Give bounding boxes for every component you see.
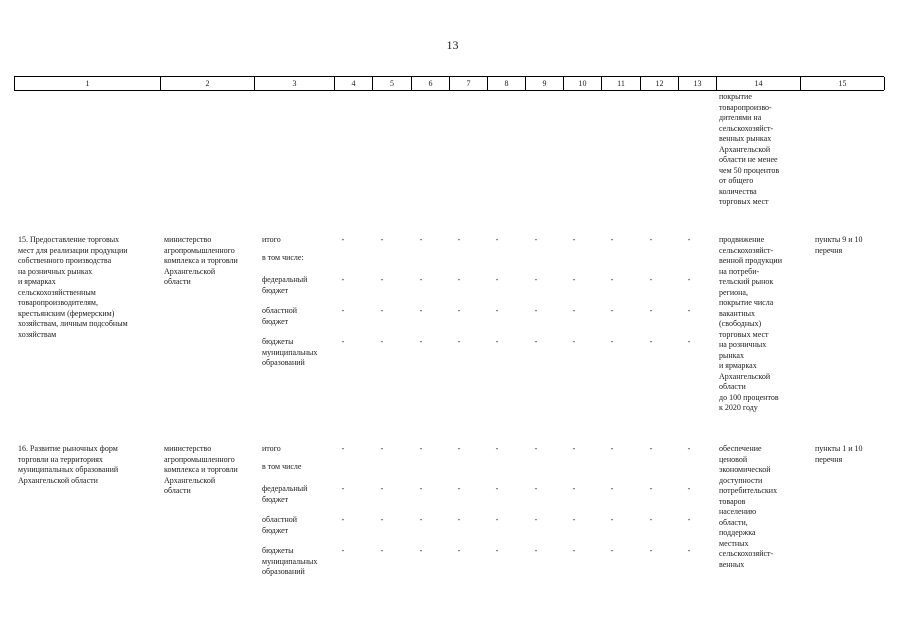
row16-src-regional-value-col-12: - bbox=[649, 515, 653, 524]
row16-src-municipal-value-col-9: - bbox=[534, 546, 538, 555]
row15-name: 15. Предоставление торговых мест для реализации продукции собственного производства на розничных рынках и ярмарках сельскохозяйственным товаропроизводителям, крестьянским (фермерским) хозяйствам, личным подсобным хозяйствам bbox=[18, 235, 128, 339]
row16-src-including: в том числе bbox=[262, 462, 302, 471]
row15-reference: пункты 9 и 10 перечня bbox=[815, 235, 863, 255]
header-col-1: 1 bbox=[14, 77, 160, 90]
row15-src-regional-value-col-6: - bbox=[419, 306, 423, 315]
row16-src-total-value-col-5: - bbox=[380, 444, 384, 453]
row16-src-federal-value-col-5: - bbox=[380, 484, 384, 493]
row15-src-municipal-value-col-11: - bbox=[610, 337, 614, 346]
header-col-10: 10 bbox=[563, 77, 601, 90]
row15-src-regional-value-col-11: - bbox=[610, 306, 614, 315]
row16-src-federal-value-col-4: - bbox=[341, 484, 345, 493]
row16-src-federal-value-col-11: - bbox=[610, 484, 614, 493]
row16-src-municipal-value-col-11: - bbox=[610, 546, 614, 555]
row16-src-total-value-col-7: - bbox=[457, 444, 461, 453]
row16-src-federal-value-col-7: - bbox=[457, 484, 461, 493]
row15-result: продвижение сельскохозяйст- венной продукции на потреби- тельский рынок региона, покрытие числа вакантных (свободных) торговых мест на розничных рынках и ярмарках Архангельской области до 100 процентов к 2020 году bbox=[719, 235, 782, 412]
row16-src-regional-value-col-8: - bbox=[495, 515, 499, 524]
row15-src-regional-value-col-13: - bbox=[687, 306, 691, 315]
row15-src-including: в том числе: bbox=[262, 253, 304, 262]
row16-src-total-value-col-13: - bbox=[687, 444, 691, 453]
row15-src-municipal-value-col-6: - bbox=[419, 337, 423, 346]
row16-src-regional-value-col-10: - bbox=[572, 515, 576, 524]
table-header-row bbox=[14, 76, 884, 91]
row15-src-federal-value-col-5: - bbox=[380, 275, 384, 284]
row16-src-municipal-value-col-12: - bbox=[649, 546, 653, 555]
row16-src-regional-value-col-7: - bbox=[457, 515, 461, 524]
row16-src-federal-value-col-12: - bbox=[649, 484, 653, 493]
row15-src-total-value-col-12: - bbox=[649, 235, 653, 244]
row16-src-total: итого bbox=[262, 444, 281, 453]
row15-src-municipal-value-col-8: - bbox=[495, 337, 499, 346]
header-col-8: 8 bbox=[487, 77, 525, 90]
row16-result: обеспечение ценовой экономической доступности потребительских товаров населению области, поддержка местных сельскохозяйст- венных bbox=[719, 444, 778, 569]
row16-src-total-value-col-8: - bbox=[495, 444, 499, 453]
row16-src-regional-value-col-9: - bbox=[534, 515, 538, 524]
row15-src-regional-value-col-4: - bbox=[341, 306, 345, 315]
row16-src-regional-value-col-11: - bbox=[610, 515, 614, 524]
row16-src-municipal: бюджеты муниципальных образований bbox=[262, 546, 318, 576]
row15-src-total-value-col-6: - bbox=[419, 235, 423, 244]
page-number: 13 bbox=[446, 38, 459, 52]
header-col-12: 12 bbox=[640, 77, 678, 90]
row15-src-regional-value-col-10: - bbox=[572, 306, 576, 315]
row16-src-federal: федеральный бюджет bbox=[262, 484, 308, 504]
row15-src-federal-value-col-11: - bbox=[610, 275, 614, 284]
row16-src-regional-value-col-5: - bbox=[380, 515, 384, 524]
header-col-14: 14 bbox=[716, 77, 800, 90]
row15-src-municipal-value-col-10: - bbox=[572, 337, 576, 346]
header-col-2: 2 bbox=[160, 77, 254, 90]
row15-src-federal-value-col-12: - bbox=[649, 275, 653, 284]
row15-src-federal-value-col-10: - bbox=[572, 275, 576, 284]
row15-src-municipal-value-col-9: - bbox=[534, 337, 538, 346]
row16-src-municipal-value-col-6: - bbox=[419, 546, 423, 555]
row15-src-total-value-col-10: - bbox=[572, 235, 576, 244]
row15-src-municipal-value-col-13: - bbox=[687, 337, 691, 346]
row16-src-federal-value-col-13: - bbox=[687, 484, 691, 493]
row16-src-regional-value-col-13: - bbox=[687, 515, 691, 524]
row15-executor: министерство агропромышленного комплекса и торговли Архангельской области bbox=[164, 235, 238, 286]
row15-src-municipal-value-col-4: - bbox=[341, 337, 345, 346]
row15-src-federal: федеральный бюджет bbox=[262, 275, 308, 295]
row15-src-federal-value-col-13: - bbox=[687, 275, 691, 284]
row16-src-municipal-value-col-13: - bbox=[687, 546, 691, 555]
row15-src-total-value-col-8: - bbox=[495, 235, 499, 244]
row16-src-total-value-col-4: - bbox=[341, 444, 345, 453]
row15-src-federal-value-col-9: - bbox=[534, 275, 538, 284]
row15-src-total-value-col-5: - bbox=[380, 235, 384, 244]
row15-src-regional-value-col-12: - bbox=[649, 306, 653, 315]
row15-src-total-value-col-13: - bbox=[687, 235, 691, 244]
row16-src-total-value-col-10: - bbox=[572, 444, 576, 453]
row16-src-federal-value-col-9: - bbox=[534, 484, 538, 493]
row15-src-total: итого bbox=[262, 235, 281, 244]
header-col-7: 7 bbox=[449, 77, 487, 90]
row16-src-municipal-value-col-10: - bbox=[572, 546, 576, 555]
header-col-13: 13 bbox=[678, 77, 716, 90]
row16-src-total-value-col-6: - bbox=[419, 444, 423, 453]
row15-src-regional-value-col-5: - bbox=[380, 306, 384, 315]
row16-name: 16. Развитие рыночных форм торговли на территориях муниципальных образований Архангельской области bbox=[18, 444, 119, 485]
row16-src-federal-value-col-8: - bbox=[495, 484, 499, 493]
row15-src-total-value-col-7: - bbox=[457, 235, 461, 244]
row16-src-municipal-value-col-5: - bbox=[380, 546, 384, 555]
row15-src-regional-value-col-9: - bbox=[534, 306, 538, 315]
row15-src-municipal: бюджеты муниципальных образований bbox=[262, 337, 318, 367]
row15-src-federal-value-col-6: - bbox=[419, 275, 423, 284]
row16-src-total-value-col-9: - bbox=[534, 444, 538, 453]
header-col-4: 4 bbox=[334, 77, 372, 90]
row15-src-regional-value-col-8: - bbox=[495, 306, 499, 315]
row16-src-total-value-col-11: - bbox=[610, 444, 614, 453]
row15-src-regional: областной бюджет bbox=[262, 306, 298, 326]
row15-src-total-value-col-4: - bbox=[341, 235, 345, 244]
row16-src-municipal-value-col-7: - bbox=[457, 546, 461, 555]
header-col-5: 5 bbox=[372, 77, 411, 90]
row15-src-total-value-col-11: - bbox=[610, 235, 614, 244]
row15-src-municipal-value-col-5: - bbox=[380, 337, 384, 346]
header-col-6: 6 bbox=[411, 77, 449, 90]
row16-src-regional: областной бюджет bbox=[262, 515, 298, 535]
result-text-prev: покрытие товаропроизво- дителями на сельскохозяйст- венных рынках Архангельской области не менее чем 50 процентов от общего количества торговых мест bbox=[719, 92, 780, 206]
header-col-11: 11 bbox=[601, 77, 640, 90]
row15-src-total-value-col-9: - bbox=[534, 235, 538, 244]
row16-executor: министерство агропромышленного комплекса и торговли Архангельской области bbox=[164, 444, 238, 495]
row16-src-federal-value-col-10: - bbox=[572, 484, 576, 493]
row15-src-federal-value-col-7: - bbox=[457, 275, 461, 284]
row15-src-regional-value-col-7: - bbox=[457, 306, 461, 315]
header-col-3: 3 bbox=[254, 77, 334, 90]
row16-src-municipal-value-col-4: - bbox=[341, 546, 345, 555]
row16-src-regional-value-col-6: - bbox=[419, 515, 423, 524]
row16-reference: пункты 1 и 10 перечня bbox=[815, 444, 863, 464]
row16-src-municipal-value-col-8: - bbox=[495, 546, 499, 555]
row15-src-municipal-value-col-12: - bbox=[649, 337, 653, 346]
row16-src-total-value-col-12: - bbox=[649, 444, 653, 453]
row15-src-federal-value-col-4: - bbox=[341, 275, 345, 284]
header-col-9: 9 bbox=[525, 77, 563, 90]
row16-src-regional-value-col-4: - bbox=[341, 515, 345, 524]
header-col-15: 15 bbox=[800, 77, 885, 90]
row15-src-federal-value-col-8: - bbox=[495, 275, 499, 284]
row15-src-municipal-value-col-7: - bbox=[457, 337, 461, 346]
row16-src-federal-value-col-6: - bbox=[419, 484, 423, 493]
